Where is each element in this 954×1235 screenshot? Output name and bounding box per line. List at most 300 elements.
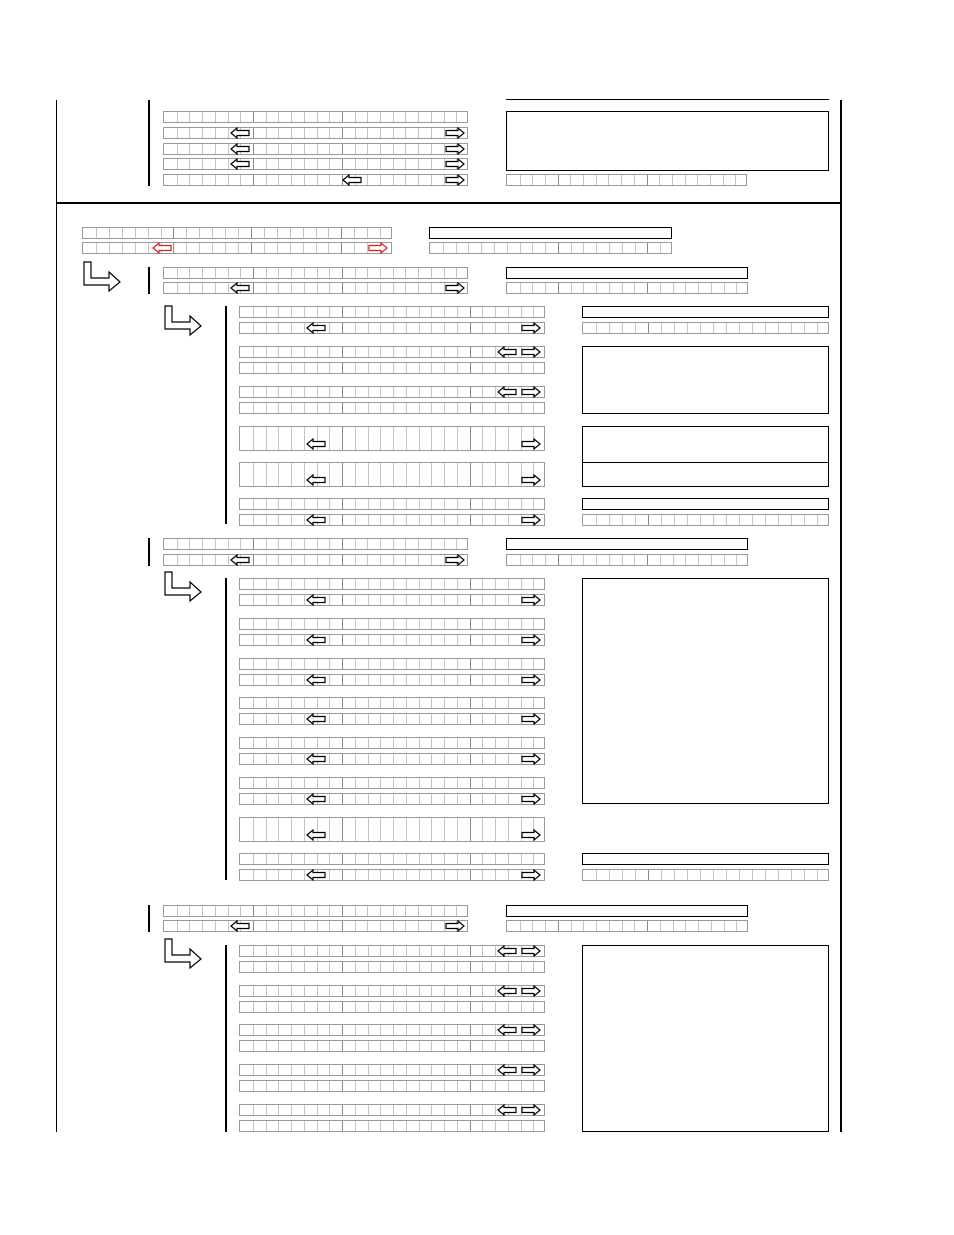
field-cell-divider bbox=[380, 159, 381, 169]
field-cell-divider bbox=[215, 921, 216, 931]
field-cell-divider bbox=[791, 870, 792, 880]
left-arrow-icon bbox=[306, 594, 326, 606]
field-cell-divider bbox=[317, 175, 318, 185]
field-cell-divider bbox=[444, 268, 445, 278]
field-cell-divider bbox=[419, 675, 420, 685]
field-cell-divider bbox=[431, 906, 432, 916]
field-cell-divider bbox=[495, 619, 496, 629]
entry-field[interactable] bbox=[239, 737, 545, 749]
field-cell-divider bbox=[431, 387, 432, 397]
field-cell-divider bbox=[661, 515, 662, 525]
field-cell-divider bbox=[482, 463, 483, 486]
notes-box[interactable] bbox=[582, 578, 829, 804]
field-cell-divider bbox=[266, 698, 267, 708]
entry-field-row[interactable] bbox=[163, 127, 468, 139]
right-arrow-icon bbox=[521, 1024, 541, 1036]
code-field[interactable] bbox=[582, 869, 829, 881]
field-cell-divider bbox=[457, 986, 458, 996]
field-cell-divider bbox=[253, 307, 254, 317]
field-cell-divider bbox=[341, 243, 342, 253]
field-cell-divider bbox=[765, 870, 766, 880]
field-cell-divider bbox=[367, 159, 368, 169]
field-cell-divider bbox=[329, 175, 330, 185]
field-cell-divider bbox=[558, 283, 559, 293]
entry-field[interactable] bbox=[239, 634, 545, 646]
left-arrow-icon bbox=[342, 174, 362, 186]
field-cell-divider bbox=[380, 347, 381, 357]
field-cell-divider bbox=[304, 619, 305, 629]
field-cell-divider bbox=[405, 159, 406, 169]
entry-field[interactable] bbox=[239, 658, 545, 670]
field-cell-divider bbox=[470, 1041, 471, 1051]
field-cell-divider bbox=[482, 854, 483, 864]
field-cell-divider bbox=[726, 515, 727, 525]
field-cell-divider bbox=[329, 962, 330, 972]
label-box[interactable] bbox=[429, 227, 672, 239]
field-cell-divider bbox=[291, 635, 292, 645]
field-cell-divider bbox=[444, 738, 445, 748]
field-cell-divider bbox=[278, 906, 279, 916]
field-cell-divider bbox=[393, 403, 394, 413]
field-cell-divider bbox=[342, 659, 343, 669]
field-cell-divider bbox=[329, 906, 330, 916]
entry-field-row[interactable] bbox=[163, 143, 468, 155]
field-cell-divider bbox=[342, 144, 343, 154]
field-cell-divider bbox=[266, 387, 267, 397]
field-cell-divider bbox=[380, 659, 381, 669]
field-cell-divider bbox=[532, 921, 533, 931]
field-cell-divider bbox=[444, 112, 445, 122]
entry-field[interactable] bbox=[239, 618, 545, 630]
label-box[interactable] bbox=[582, 498, 829, 510]
entry-field-row[interactable] bbox=[163, 158, 468, 170]
field-cell-divider bbox=[444, 1081, 445, 1091]
field-cell-divider bbox=[342, 675, 343, 685]
field-cell-divider bbox=[228, 128, 229, 138]
entry-field[interactable] bbox=[239, 306, 545, 318]
field-cell-divider bbox=[508, 1002, 509, 1012]
entry-field[interactable] bbox=[239, 426, 545, 451]
field-cell-divider bbox=[393, 962, 394, 972]
field-cell-divider bbox=[470, 1105, 471, 1115]
field-cell-divider bbox=[355, 515, 356, 525]
field-cell-divider bbox=[752, 870, 753, 880]
entry-field[interactable] bbox=[239, 793, 545, 805]
entry-field[interactable] bbox=[239, 777, 545, 789]
label-box[interactable] bbox=[506, 267, 748, 279]
field-cell-divider bbox=[329, 946, 330, 956]
field-cell-divider bbox=[253, 714, 254, 724]
entry-field-row[interactable] bbox=[163, 905, 468, 917]
field-cell-divider bbox=[419, 515, 420, 525]
entry-field[interactable] bbox=[239, 713, 545, 725]
code-field[interactable] bbox=[582, 514, 829, 526]
field-cell-divider bbox=[456, 112, 457, 122]
field-cell-divider bbox=[406, 986, 407, 996]
field-cell-divider bbox=[495, 1041, 496, 1051]
label-box[interactable] bbox=[582, 306, 829, 318]
field-cell-divider bbox=[304, 854, 305, 864]
field-cell-divider bbox=[571, 555, 572, 565]
entry-field-row[interactable] bbox=[163, 538, 468, 550]
field-cell-divider bbox=[380, 579, 381, 589]
field-cell-divider bbox=[303, 243, 304, 253]
field-cell-divider bbox=[304, 986, 305, 996]
field-cell-divider bbox=[342, 555, 343, 565]
field-cell-divider bbox=[698, 555, 699, 565]
entry-field-row[interactable] bbox=[82, 227, 392, 239]
field-cell-divider bbox=[368, 579, 369, 589]
entry-field[interactable] bbox=[239, 853, 545, 865]
entry-field-row[interactable] bbox=[163, 920, 468, 932]
entry-field[interactable] bbox=[239, 697, 545, 709]
field-cell-divider bbox=[304, 403, 305, 413]
field-cell-divider bbox=[266, 515, 267, 525]
field-cell-divider bbox=[508, 515, 509, 525]
entry-field-row[interactable] bbox=[82, 242, 392, 254]
entry-field[interactable] bbox=[239, 362, 545, 374]
field-cell-divider bbox=[431, 595, 432, 605]
notes-box[interactable] bbox=[582, 945, 829, 1132]
field-cell-divider bbox=[215, 112, 216, 122]
field-cell-divider bbox=[393, 307, 394, 317]
field-cell-divider bbox=[405, 268, 406, 278]
field-cell-divider bbox=[253, 1041, 254, 1051]
field-cell-divider bbox=[406, 962, 407, 972]
field-cell-divider bbox=[304, 675, 305, 685]
field-cell-divider bbox=[406, 714, 407, 724]
code-field[interactable] bbox=[582, 322, 829, 334]
field-cell-divider bbox=[253, 159, 254, 169]
field-cell-divider bbox=[470, 675, 471, 685]
field-cell-divider bbox=[470, 962, 471, 972]
code-field[interactable] bbox=[429, 242, 672, 254]
entry-field[interactable] bbox=[239, 961, 545, 973]
entry-field[interactable] bbox=[239, 1080, 545, 1092]
field-cell-divider bbox=[482, 986, 483, 996]
field-cell-divider bbox=[368, 403, 369, 413]
field-cell-divider bbox=[457, 854, 458, 864]
entry-field[interactable] bbox=[239, 1001, 545, 1013]
field-cell-divider bbox=[380, 921, 381, 931]
field-cell-divider bbox=[253, 870, 254, 880]
field-cell-divider bbox=[266, 794, 267, 804]
field-cell-divider bbox=[253, 539, 254, 549]
field-cell-divider bbox=[304, 1105, 305, 1115]
field-cell-divider bbox=[470, 698, 471, 708]
code-field[interactable] bbox=[506, 282, 748, 294]
field-cell-divider bbox=[431, 854, 432, 864]
field-cell-divider bbox=[431, 1081, 432, 1091]
field-cell-divider bbox=[177, 921, 178, 931]
field-cell-divider bbox=[596, 323, 597, 333]
field-cell-divider bbox=[495, 714, 496, 724]
field-cell-divider bbox=[342, 427, 343, 450]
field-cell-divider bbox=[278, 962, 279, 972]
field-cell-divider bbox=[596, 515, 597, 525]
field-cell-divider bbox=[419, 619, 420, 629]
field-cell-divider bbox=[368, 323, 369, 333]
field-cell-divider bbox=[470, 595, 471, 605]
field-cell-divider bbox=[444, 499, 445, 509]
field-cell-divider bbox=[648, 323, 649, 333]
entry-field-row[interactable] bbox=[163, 554, 468, 566]
entry-field[interactable] bbox=[239, 402, 545, 414]
field-cell-divider bbox=[482, 754, 483, 764]
field-cell-divider bbox=[367, 144, 368, 154]
notes-box[interactable] bbox=[582, 346, 829, 414]
field-cell-divider bbox=[508, 870, 509, 880]
field-cell-divider bbox=[687, 870, 688, 880]
field-cell-divider bbox=[431, 268, 432, 278]
field-cell-divider bbox=[354, 228, 355, 238]
label-box[interactable] bbox=[506, 905, 748, 917]
field-cell-divider bbox=[660, 555, 661, 565]
right-arrow-icon bbox=[445, 174, 465, 186]
field-cell-divider bbox=[355, 986, 356, 996]
field-cell-divider bbox=[355, 906, 356, 916]
field-cell-divider bbox=[304, 962, 305, 972]
field-cell-divider bbox=[419, 659, 420, 669]
section-divider-line bbox=[57, 202, 840, 204]
field-cell-divider bbox=[520, 555, 521, 565]
field-cell-divider bbox=[215, 128, 216, 138]
field-cell-divider bbox=[264, 228, 265, 238]
field-cell-divider bbox=[418, 112, 419, 122]
field-cell-divider bbox=[533, 738, 534, 748]
entry-field[interactable] bbox=[239, 1040, 545, 1052]
field-cell-divider bbox=[368, 363, 369, 373]
field-cell-divider bbox=[532, 243, 533, 253]
field-cell-divider bbox=[406, 794, 407, 804]
field-cell-divider bbox=[431, 778, 432, 788]
field-cell-divider bbox=[521, 363, 522, 373]
right-arrow-icon bbox=[521, 514, 541, 526]
field-cell-divider bbox=[380, 555, 381, 565]
field-cell-divider bbox=[329, 794, 330, 804]
entry-field[interactable] bbox=[239, 869, 545, 881]
field-cell-divider bbox=[355, 1025, 356, 1035]
field-cell-divider bbox=[778, 870, 779, 880]
code-field[interactable] bbox=[506, 174, 747, 186]
field-cell-divider bbox=[317, 778, 318, 788]
field-cell-divider bbox=[291, 579, 292, 589]
entry-field[interactable] bbox=[239, 578, 545, 590]
field-cell-divider bbox=[393, 539, 394, 549]
field-cell-divider bbox=[253, 1121, 254, 1131]
field-cell-divider bbox=[405, 175, 406, 185]
field-cell-divider bbox=[419, 307, 420, 317]
field-cell-divider bbox=[482, 946, 483, 956]
field-cell-divider bbox=[521, 499, 522, 509]
code-field[interactable] bbox=[506, 554, 748, 566]
field-cell-divider bbox=[291, 307, 292, 317]
field-cell-divider bbox=[278, 363, 279, 373]
field-cell-divider bbox=[291, 555, 292, 565]
field-cell-divider bbox=[202, 268, 203, 278]
field-cell-divider bbox=[304, 1081, 305, 1091]
field-cell-divider bbox=[303, 228, 304, 238]
entry-field[interactable] bbox=[239, 462, 545, 487]
field-cell-divider bbox=[431, 698, 432, 708]
field-cell-divider bbox=[342, 347, 343, 357]
label-box[interactable] bbox=[582, 853, 829, 865]
field-cell-divider bbox=[329, 363, 330, 373]
field-cell-divider bbox=[96, 228, 97, 238]
field-cell-divider bbox=[278, 946, 279, 956]
field-cell-divider bbox=[329, 714, 330, 724]
entry-field[interactable] bbox=[239, 322, 545, 334]
field-cell-divider bbox=[444, 1121, 445, 1131]
entry-field-row[interactable] bbox=[163, 267, 468, 279]
field-cell-divider bbox=[291, 144, 292, 154]
field-cell-divider bbox=[304, 515, 305, 525]
entry-field[interactable] bbox=[239, 594, 545, 606]
section-divider-line bbox=[148, 538, 150, 566]
field-cell-divider bbox=[202, 175, 203, 185]
field-cell-divider bbox=[355, 323, 356, 333]
entry-field-row[interactable] bbox=[163, 111, 468, 123]
field-cell-divider bbox=[342, 1041, 343, 1051]
field-cell-divider bbox=[482, 579, 483, 589]
field-cell-divider bbox=[253, 921, 254, 931]
field-cell-divider bbox=[202, 539, 203, 549]
field-cell-divider bbox=[419, 778, 420, 788]
field-cell-divider bbox=[317, 144, 318, 154]
field-cell-divider bbox=[457, 1025, 458, 1035]
field-cell-divider bbox=[393, 659, 394, 669]
code-field[interactable] bbox=[506, 920, 748, 932]
field-cell-divider bbox=[419, 794, 420, 804]
field-cell-divider bbox=[177, 128, 178, 138]
field-cell-divider bbox=[659, 175, 660, 185]
field-cell-divider bbox=[329, 698, 330, 708]
field-cell-divider bbox=[393, 946, 394, 956]
left-arrow-icon bbox=[230, 127, 250, 139]
field-cell-divider bbox=[317, 1081, 318, 1091]
field-cell-divider bbox=[521, 778, 522, 788]
field-cell-divider bbox=[405, 906, 406, 916]
field-cell-divider bbox=[778, 515, 779, 525]
field-cell-divider bbox=[304, 427, 305, 450]
field-cell-divider bbox=[444, 403, 445, 413]
field-cell-divider bbox=[419, 403, 420, 413]
field-cell-divider bbox=[609, 515, 610, 525]
field-cell-divider bbox=[278, 870, 279, 880]
field-cell-divider bbox=[393, 986, 394, 996]
field-cell-divider bbox=[380, 818, 381, 841]
field-cell-divider bbox=[278, 268, 279, 278]
field-cell-divider bbox=[635, 323, 636, 333]
field-cell-divider bbox=[393, 144, 394, 154]
field-cell-divider bbox=[278, 555, 279, 565]
field-cell-divider bbox=[189, 144, 190, 154]
entry-field[interactable] bbox=[239, 674, 545, 686]
field-cell-divider bbox=[685, 555, 686, 565]
field-cell-divider bbox=[508, 595, 509, 605]
notes-box[interactable] bbox=[506, 111, 829, 171]
field-cell-divider bbox=[470, 870, 471, 880]
field-cell-divider bbox=[355, 778, 356, 788]
entry-field[interactable] bbox=[239, 817, 545, 842]
field-cell-divider bbox=[291, 962, 292, 972]
right-arrow-icon bbox=[445, 282, 465, 294]
field-cell-divider bbox=[596, 921, 597, 931]
field-cell-divider bbox=[431, 962, 432, 972]
field-cell-divider bbox=[419, 870, 420, 880]
field-cell-divider bbox=[406, 1002, 407, 1012]
field-cell-divider bbox=[266, 1105, 267, 1115]
entry-field[interactable] bbox=[239, 498, 545, 510]
field-cell-divider bbox=[533, 698, 534, 708]
field-cell-divider bbox=[368, 870, 369, 880]
field-cell-divider bbox=[342, 962, 343, 972]
entry-field[interactable] bbox=[239, 1120, 545, 1132]
entry-field-row[interactable] bbox=[163, 174, 468, 186]
field-cell-divider bbox=[419, 986, 420, 996]
field-cell-divider bbox=[431, 635, 432, 645]
field-cell-divider bbox=[444, 818, 445, 841]
field-cell-divider bbox=[444, 714, 445, 724]
field-cell-divider bbox=[393, 906, 394, 916]
field-cell-divider bbox=[495, 579, 496, 589]
field-cell-divider bbox=[393, 619, 394, 629]
field-cell-divider bbox=[380, 1121, 381, 1131]
field-cell-divider bbox=[368, 387, 369, 397]
field-cell-divider bbox=[304, 1065, 305, 1075]
field-cell-divider bbox=[304, 555, 305, 565]
field-cell-divider bbox=[482, 515, 483, 525]
field-cell-divider bbox=[380, 1002, 381, 1012]
field-cell-divider bbox=[470, 1002, 471, 1012]
field-cell-divider bbox=[508, 962, 509, 972]
left-arrow-icon bbox=[497, 985, 517, 997]
field-cell-divider bbox=[186, 228, 187, 238]
field-cell-divider bbox=[278, 921, 279, 931]
field-cell-divider bbox=[393, 463, 394, 486]
field-cell-divider bbox=[266, 754, 267, 764]
field-cell-divider bbox=[521, 1002, 522, 1012]
field-cell-divider bbox=[507, 243, 508, 253]
field-cell-divider bbox=[583, 243, 584, 253]
field-cell-divider bbox=[508, 659, 509, 669]
field-cell-divider bbox=[291, 619, 292, 629]
field-cell-divider bbox=[367, 128, 368, 138]
field-cell-divider bbox=[266, 870, 267, 880]
field-cell-divider bbox=[355, 283, 356, 293]
field-cell-divider bbox=[508, 619, 509, 629]
entry-field-row[interactable] bbox=[163, 282, 468, 294]
field-cell-divider bbox=[317, 946, 318, 956]
field-cell-divider bbox=[291, 499, 292, 509]
notes-box[interactable] bbox=[582, 426, 829, 487]
field-cell-divider bbox=[329, 675, 330, 685]
entry-field[interactable] bbox=[239, 514, 545, 526]
field-cell-divider bbox=[393, 738, 394, 748]
field-cell-divider bbox=[328, 243, 329, 253]
field-cell-divider bbox=[406, 778, 407, 788]
label-box[interactable] bbox=[506, 538, 748, 550]
field-cell-divider bbox=[482, 1081, 483, 1091]
field-cell-divider bbox=[444, 1105, 445, 1115]
field-cell-divider bbox=[355, 754, 356, 764]
field-cell-divider bbox=[329, 427, 330, 450]
field-cell-divider bbox=[393, 1002, 394, 1012]
entry-field[interactable] bbox=[239, 753, 545, 765]
field-cell-divider bbox=[431, 1105, 432, 1115]
field-cell-divider bbox=[266, 112, 267, 122]
field-cell-divider bbox=[457, 1121, 458, 1131]
